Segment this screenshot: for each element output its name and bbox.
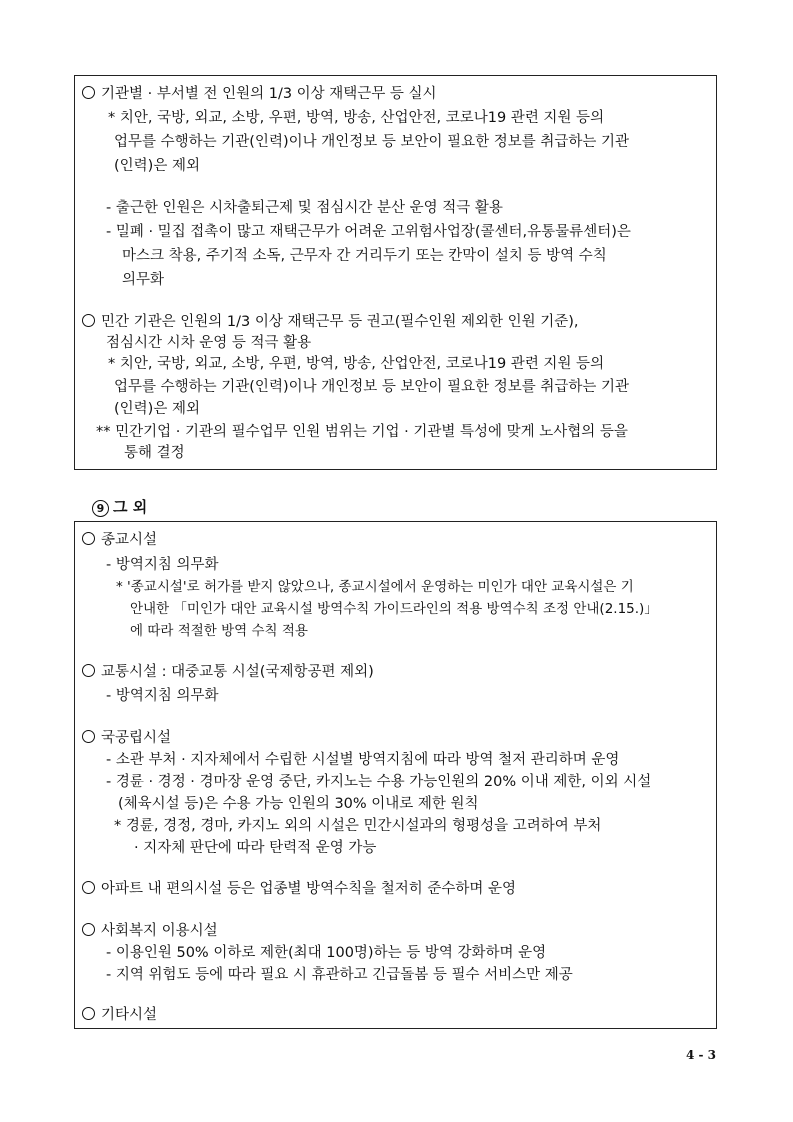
item-apartment: 아파트 내 편의시설 등은 업종별 방역수칙을 철저히 준수하며 운영	[82, 879, 516, 899]
note-line: 업무를 수행하는 기관(인력)이나 개인정보 등 보안이 필요한 정보를 취급하는 기관	[114, 134, 630, 150]
item-welfare: 사회복지 이용시설	[82, 921, 218, 941]
item-national: 국공립시설	[82, 728, 171, 748]
dash-item: - 경륜 · 경정 · 경마장 운영 중단, 카지노는 수용 가능인원의 20% 이내 제한, 이외 시설	[106, 774, 652, 790]
dash-item: - 밀폐 · 밀집 접촉이 많고 재택근무가 어려운 고위험사업장(콜센터,유통물류센터)은	[106, 224, 631, 240]
note-line: * 치안, 국방, 외교, 소방, 우편, 방역, 방송, 산업안전, 코로나19 관련 지원 등의	[108, 356, 605, 372]
note-line: 안내한 「미인가 대안 교육시설 방역수칙 가이드라인의 적용 방역수칙 조정 안내(2.15.)」	[130, 601, 658, 617]
dash-item-cont: (체육시설 등)은 수용 가능 인원의 30% 이내로 제한 원칙	[118, 796, 479, 812]
item-other: 기타시설	[82, 1005, 157, 1025]
note-line: ** 민간기업 · 기관의 필수업무 인원 범위는 기업 · 기관별 특성에 맞게 노사협의 등을	[96, 424, 628, 440]
note-line: * '종교시설'로 허가를 받지 않았으나, 종교시설에서 운영하는 미인가 대안 교육시설은 기	[116, 579, 634, 595]
circle-bullet-icon	[82, 664, 95, 677]
dash-item: - 이용인원 50% 이하로 제한(최대 100명)하는 등 방역 강화하며 운영	[106, 945, 547, 961]
section-number: 9	[92, 500, 109, 517]
note-line: 통해 결정	[124, 445, 185, 461]
note-line: 에 따라 적절한 방역 수칙 적용	[130, 623, 308, 639]
dash-item: - 방역지침 의무화	[106, 688, 219, 704]
note-line: * 치안, 국방, 외교, 소방, 우편, 방역, 방송, 산업안전, 코로나19 관련 지원 등의	[108, 110, 605, 126]
item-private-wfh: 민간 기관은 인원의 1/3 이상 재택근무 등 권고(필수인원 제외한 인원 기준),	[82, 312, 579, 332]
section-heading: 9 그 외	[92, 496, 147, 517]
note-line: · 지자체 판단에 따라 탄력적 운영 가능	[134, 840, 377, 856]
circle-bullet-icon	[82, 730, 95, 743]
dash-item: - 방역지침 의무화	[106, 557, 219, 573]
circle-bullet-icon	[82, 881, 95, 894]
note-line: 업무를 수행하는 기관(인력)이나 개인정보 등 보안이 필요한 정보를 취급하는 기관	[114, 379, 630, 395]
item-government-wfh: 기관별 · 부서별 전 인원의 1/3 이상 재택근무 등 실시	[82, 84, 437, 104]
note-line: (인력)은 제외	[114, 401, 200, 417]
circle-bullet-icon	[82, 532, 95, 545]
circle-bullet-icon	[82, 923, 95, 936]
item-cont: 점심시간 시차 운영 등 적극 활용	[106, 335, 312, 351]
note-line: (인력)은 제외	[114, 158, 200, 174]
page-number: 4 - 3	[686, 1048, 717, 1062]
circle-bullet-icon	[82, 314, 95, 327]
dash-item-cont: 마스크 착용, 주기적 소독, 근무자 간 거리두기 또는 칸막이 설치 등 방역 수칙	[122, 248, 607, 264]
item-transport: 교통시설 : 대중교통 시설(국제항공편 제외)	[82, 662, 374, 682]
item-religion: 종교시설	[82, 530, 157, 550]
dash-item: - 소관 부처 · 지자체에서 수립한 시설별 방역지침에 따라 방역 철저 관리하며 운영	[106, 752, 620, 768]
circle-bullet-icon	[82, 86, 95, 99]
dash-item-cont: 의무화	[122, 272, 165, 288]
circle-bullet-icon	[82, 1007, 95, 1020]
note-line: * 경륜, 경정, 경마, 카지노 외의 시설은 민간시설과의 형평성을 고려하여 부처	[114, 818, 602, 834]
dash-item: - 출근한 인원은 시차출퇴근제 및 점심시간 분산 운영 적극 활용	[106, 200, 503, 216]
dash-item: - 지역 위험도 등에 따라 필요 시 휴관하고 긴급돌봄 등 필수 서비스만 제공	[106, 967, 573, 983]
